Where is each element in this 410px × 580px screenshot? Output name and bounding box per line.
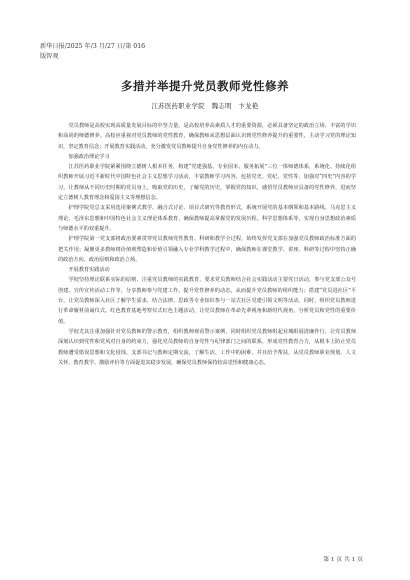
intro-paragraph: 党员教师是高校实现高质量发展目标的中坚力量，是高校培养高素质人才的重要资源，必须具备坚定的政治立场、丰富的学识和高尚的师德修养。高校应重视对党员教师的党性教育，确保教师从思想层面认识到党性修养提升的重要性，主动学习党的理论知识，坚定教育信念；开展教育实践活动，充分激发党员教师提升自身党性修养的内在动力。 bbox=[58, 123, 356, 150]
body-paragraph: 学校坚持理论联系实际的原则，注重党员教师的实践教育，要求党员教师结合社会实践活动主要党日活动，参与党支部公众号创建、宣传宣传活动工作等，分享教师参与党建工作、提升党性修养的动态，从而提升党员教师的组织能力；搭建“党员进社区”平台，让党员教师深入社区了解学生需求，结合法律、思政等专业知识参与一站式社区党建引领文明等活动。同时，组织党员教师进行革命履材前诵仪式、红色教育基地考察仪式红色主题活动，让党员教师在革命先辈视角和新时代视角，分析党员和党性的重要价值。 bbox=[58, 277, 356, 325]
body-paragraph: 学校尤其注重加强针对党员教师的警示教育，组织教师观看警示案例，同时组织党员教师组起业城组展清廉作行，让党员教师深刻认识到党性和党风对自身的约束力，强化党员教师的自身党性与纪律部门之间的联系，形成党性教育合力，从根本上防止党员教师遭受错误思想和文化侵蚀，支部书记与教师定期交流，了解生活、工作中的困难，并且给予帮扶，从党员教师职业规划、人文关怀、教育教学、激励评价等方面促进其稳步发展，确保党员教师保持较高觉悟和健康心态。 bbox=[58, 328, 356, 366]
body-paragraph: 江苏医药职业学院紧紧围绕立德树人根本任务，构建“党建强基、专业固本、服务拓展”三位一体师德体系，系统化、持续化组织教师开展习近平新时代中国特色社会主义思想学习活动，丰富教师学习内容，包括党史、党纪、党性等，加强对“四史”内容的学习，让教师从不同历史时期的党员身上，吸取党的历史，了解党的历史，掌握党的知识，感悟党员教师应具备的党性修养，进而坚定立德树人教育理念和爱国主义等理想信念。 bbox=[58, 164, 356, 202]
article-title: 多措并举提升党员教师党性修养 bbox=[121, 79, 289, 93]
article-body bbox=[58, 121, 356, 368]
body-paragraph: 护理学院第一党支部将政治要素贯穿党员教师党性教育、科研和教学全过程，始终发挥党支部在加强党员教师政治标准方面的把关作用；凝聚更多教师将价值观塑造和价值引领融入专业学科教学过程中，确保教师在课堂教学、讲座、科研等过程中坚持正确的政治方向、政治原则和政治立场。 bbox=[58, 236, 356, 263]
section-heading-theory: 加强政治理论学习 bbox=[68, 153, 110, 160]
page-footer: 第 1 页 共 1 页 bbox=[323, 557, 363, 563]
body-paragraph: 护理学院党总支采用选用案例式教学、融合式讨论、项目式研究等教育形式，系统开展党的基本纲领和基本路线、马克思主义理论、毛泽东思想和中国特色社会主义理论体系教育，确保教师提高掌握党的发展历程、科学思想体系等，实现自身思想政治素质与师德水平的双重提升。 bbox=[58, 205, 356, 232]
source-line-1: 新华日报/2025 年/3 月/27 日/第 016 bbox=[40, 43, 146, 50]
article-authors: 江苏医药职业学院 魏志明 卞龙艳 bbox=[151, 102, 259, 110]
source-line-2: 版智观 bbox=[40, 53, 59, 60]
section-heading-practice: 开展教育实践活动 bbox=[68, 267, 110, 274]
newspaper-source bbox=[40, 42, 145, 62]
